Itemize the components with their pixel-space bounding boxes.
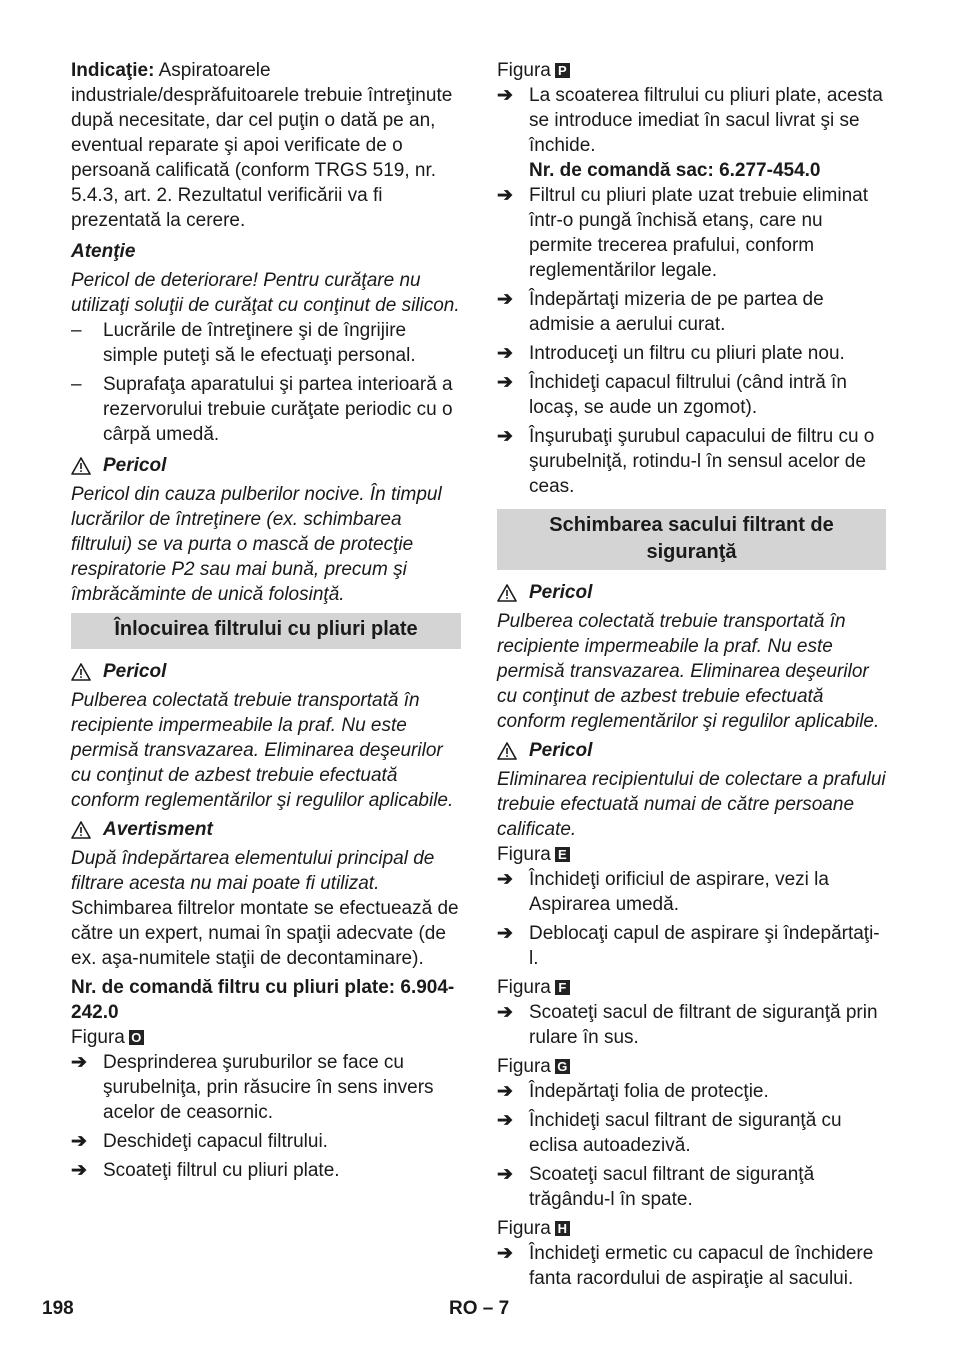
warning-icon [71, 821, 91, 839]
step-item [71, 1050, 461, 1125]
figura-ref [497, 1216, 886, 1241]
pericol-text: Pericol din cauza pulberilor nocive. În timpul lucrărilor de întreţinere (ex. schimbarea filtrului) se va purta o mască de protecţie respiratorie P2 sau mai bună, precum şi îmbrăcăminte de unică folosinţă. [71, 484, 442, 605]
arrow-icon: ➔ [497, 289, 513, 310]
figura-label: Figura [71, 1027, 125, 1048]
pericol-text: Eliminarea recipientului de colectare a prafului trebuie efectuată numai de către persoane calificate. [497, 769, 886, 840]
figure-letter-badge: G [555, 1059, 570, 1074]
arrow-icon: ➔ [497, 372, 513, 393]
avertisment-title: Avertisment [103, 819, 213, 840]
pericol-heading [497, 738, 886, 763]
step-item [497, 1079, 886, 1104]
arrow-icon: ➔ [497, 1110, 513, 1131]
pericol-text: Pulberea colectată trebuie transportată în recipiente impermeabile la praf. Nu este permisă transvazarea. Eliminarea deşeurilor cu conţinut de azbest trebuie efectuată conform reglementărilor şi regulilor aplicabile. [497, 611, 880, 732]
order-number-sac: Nr. de comandă sac: 6.277-454.0 [529, 160, 821, 181]
figure-letter-badge: P [555, 63, 570, 78]
arrow-icon: ➔ [497, 85, 513, 106]
step-item [497, 287, 886, 337]
dash-item [71, 318, 461, 368]
right-column [497, 58, 886, 1291]
atentie-title: Atenţie [71, 241, 136, 262]
step-text: Deschideţi capacul filtrului. [103, 1131, 328, 1152]
arrow-icon: ➔ [71, 1131, 87, 1152]
arrow-icon: ➔ [497, 343, 513, 364]
step-text: Deblocaţi capul de aspirare şi îndepărtaţi-l. [529, 923, 880, 969]
expert-text: Schimbarea filtrelor montate se efectuează de către un expert, numai în spaţii adecvate (de ex. aşa-numitele staţii de decontaminare). [71, 898, 459, 969]
figura-ref [497, 842, 886, 867]
step-text: Introduceţi un filtru cu pliuri plate nou. [529, 343, 845, 364]
dash-marker: – [71, 320, 82, 341]
step-item [497, 1108, 886, 1158]
step-item [497, 867, 886, 917]
arrow-icon: ➔ [497, 1081, 513, 1102]
dash-item-text: Lucrările de întreţinere şi de îngrijire simple puteţi să le efectuaţi personal. [103, 320, 416, 366]
intro-text: Aspiratoarele industriale/desprăfuitoarele trebuie întreţinute după necesitate, dar cel puţin o dată pe an, eventual reparate şi apoi verificate de o persoană calificată (conform TRGS 519, nr. 5.4.3, art. 2. Rezultatul verificării va fi prezentată la cerere. [71, 60, 453, 231]
step-text: Scoateţi filtrul cu pliuri plate. [103, 1160, 340, 1181]
arrow-icon: ➔ [71, 1052, 87, 1073]
arrow-icon: ➔ [497, 185, 513, 206]
pericol-text: Pulberea colectată trebuie transportată în recipiente impermeabile la praf. Nu este permisă transvazarea. Eliminarea deşeurilor cu conţinut de azbest trebuie efectuată conform reglementărilor şi regulilor aplicabile. [71, 690, 454, 811]
step-item [497, 183, 886, 283]
step-text: La scoaterea filtrului cu pliuri plate, acesta se introduce imediat în sacul livrat şi se închide. [529, 85, 883, 156]
figure-letter-badge: E [555, 847, 570, 862]
order-number-filter: Nr. de comandă filtru cu pliuri plate: 6.904-242.0 [71, 977, 455, 1023]
warning-icon [71, 457, 91, 475]
step-item [497, 424, 886, 499]
figura-label: Figura [497, 60, 551, 81]
arrow-icon: ➔ [71, 1160, 87, 1181]
dash-marker: – [71, 374, 82, 395]
arrow-icon: ➔ [497, 1243, 513, 1264]
warning-icon [497, 742, 517, 760]
warning-icon [497, 584, 517, 602]
section-heading-filter: Înlocuirea filtrului cu pliuri plate [71, 613, 461, 649]
warning-icon [71, 663, 91, 681]
arrow-icon: ➔ [497, 1002, 513, 1023]
step-text: Înşurubaţi şurubul capacului de filtru cu o şurubelniţă, rotindu-l în sensul acelor de ceas. [529, 426, 875, 497]
pericol-heading [71, 453, 461, 478]
step-item [497, 341, 886, 366]
step-text: Filtrul cu pliuri plate uzat trebuie eliminat într-o pungă închisă etanş, care nu permite trecerea prafului, conform reglementărilor legale. [529, 185, 868, 281]
figura-label: Figura [497, 844, 551, 865]
step-item [497, 1162, 886, 1212]
step-item [497, 1241, 886, 1291]
arrow-icon: ➔ [497, 923, 513, 944]
step-text: Închideţi ermetic cu capacul de închidere fanta racordului de aspiraţie al sacului. [529, 1243, 874, 1289]
step-text: Desprinderea şuruburilor se face cu şurubelniţa, prin răsucire în sens invers acelor de ceasornic. [103, 1052, 434, 1123]
arrow-icon: ➔ [497, 426, 513, 447]
figura-label: Figura [497, 977, 551, 998]
figura-ref [497, 58, 886, 83]
arrow-icon: ➔ [497, 869, 513, 890]
step-text: Scoateţi sacul de filtrant de siguranţă prin rulare în sus. [529, 1002, 878, 1048]
step-item [497, 1000, 886, 1050]
step-text: Îndepărtaţi mizeria de pe partea de admisie a aerului curat. [529, 289, 824, 335]
figura-ref [497, 1054, 886, 1079]
step-item [497, 370, 886, 420]
figure-letter-badge: H [555, 1221, 570, 1236]
figura-label: Figura [497, 1056, 551, 1077]
step-text: Închideţi sacul filtrant de siguranţă cu eclisa autoadezivă. [529, 1110, 842, 1156]
section-heading-sac: Schimbarea sacului filtrant de siguranţă [497, 509, 886, 570]
step-item [71, 1129, 461, 1154]
intro-paragraph [71, 58, 461, 233]
step-item [71, 1158, 461, 1183]
section-code: RO – 7 [449, 1298, 510, 1319]
pericol-title: Pericol [529, 582, 593, 603]
step-text: Închideţi capacul filtrului (când intră în locaş, se aude un zgomot). [529, 372, 847, 418]
avertisment-heading [71, 817, 461, 842]
intro-label: Indicaţie: [71, 60, 155, 81]
page-number: 198 [42, 1298, 74, 1319]
figura-ref [497, 975, 886, 1000]
figura-label: Figura [497, 1218, 551, 1239]
pericol-heading [497, 580, 886, 605]
figura-ref [71, 1025, 461, 1050]
figure-letter-badge: O [129, 1030, 144, 1045]
pericol-title: Pericol [529, 740, 593, 761]
step-text: Scoateţi sacul filtrant de siguranţă trăgându-l în spate. [529, 1164, 815, 1210]
left-column [71, 58, 461, 1183]
pericol-title: Pericol [103, 661, 167, 682]
step-text: Îndepărtaţi folia de protecţie. [529, 1081, 769, 1102]
pericol-heading [71, 659, 461, 684]
pericol-title: Pericol [103, 455, 167, 476]
dash-item-text: Suprafaţa aparatului şi partea interioară a rezervorului trebuie curăţate periodic cu o cârpă umedă. [103, 374, 453, 445]
figure-letter-badge: F [555, 980, 570, 995]
dash-item [71, 372, 461, 447]
arrow-icon: ➔ [497, 1164, 513, 1185]
avertisment-text: După îndepărtarea elementului principal de filtrare acesta nu mai poate fi utilizat. [71, 848, 435, 894]
step-item [497, 921, 886, 971]
step-text: Închideţi orificiul de aspirare, vezi la Aspirarea umedă. [529, 869, 829, 915]
atentie-text: Pericol de deteriorare! Pentru curăţare nu utilizaţi soluţii de curăţat cu conţinut de silicon. [71, 270, 460, 316]
step-item [497, 83, 886, 158]
